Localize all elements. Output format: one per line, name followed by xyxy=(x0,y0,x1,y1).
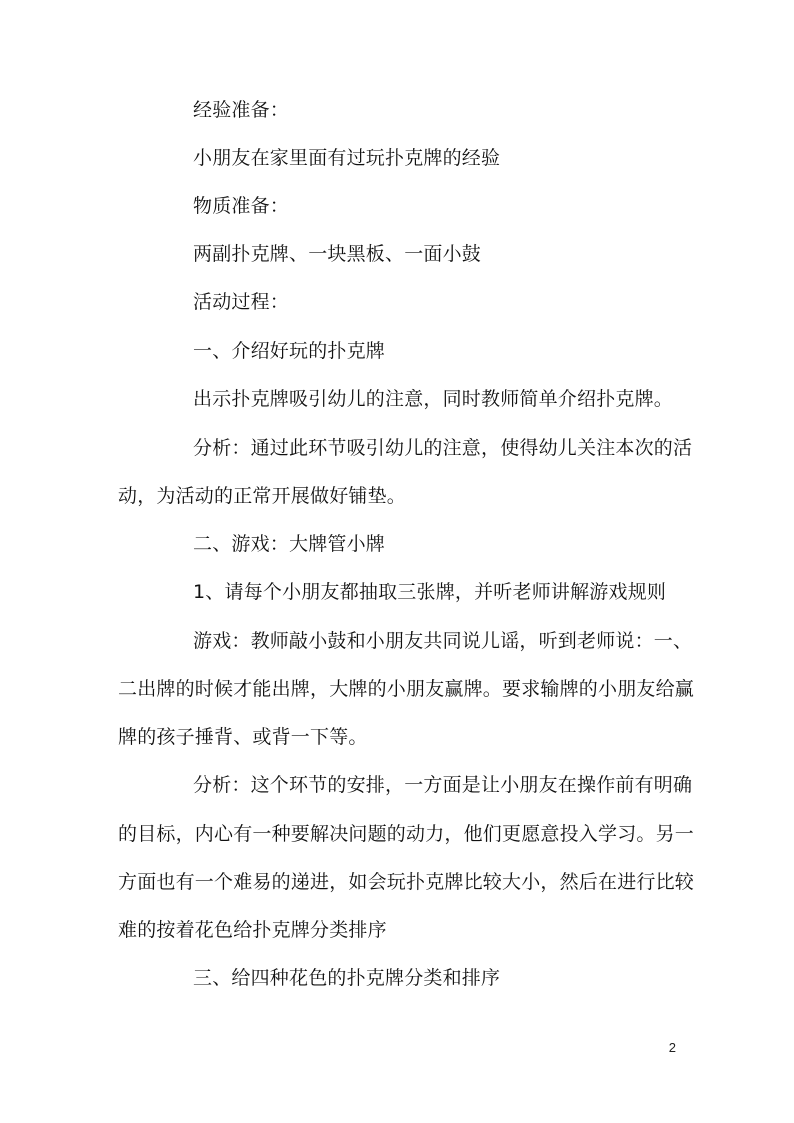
section-heading-3: 三、给四种花色的扑克牌分类和排序 xyxy=(193,967,501,989)
game-line-2: 二出牌的时候才能出牌，大牌的小朋友赢牌。要求输牌的小朋友给赢 xyxy=(118,678,695,700)
paragraph-intro: 出示扑克牌吸引幼儿的注意，同时教师简单介绍扑克牌。 xyxy=(193,388,674,410)
analysis-2-line-4: 难的按着花色给扑克牌分类排序 xyxy=(118,919,387,941)
section-heading-1: 一、介绍好玩的扑克牌 xyxy=(193,340,386,362)
heading-activity-process: 活动过程： xyxy=(193,291,290,313)
game-line-1: 游戏：教师敲小鼓和小朋友共同说儿谣，听到老师说：一、 xyxy=(193,630,693,652)
section-heading-2: 二、游戏：大牌管小牌 xyxy=(193,533,386,555)
heading-experience-prep: 经验准备： xyxy=(193,99,290,121)
analysis-2-line-2: 的目标，内心有一种要解决问题的动力，他们更愿意投入学习。另一 xyxy=(118,823,695,845)
analysis-1-line-1: 分析：通过此环节吸引幼儿的注意，使得幼儿关注本次的活 xyxy=(193,437,693,459)
heading-material-prep: 物质准备： xyxy=(193,195,290,217)
analysis-2-line-1: 分析：这个环节的安排，一方面是让小朋友在操作前有明确 xyxy=(193,774,693,796)
paragraph-materials: 两副扑克牌、一块黑板、一面小鼓 xyxy=(193,243,482,265)
paragraph-experience: 小朋友在家里面有过玩扑克牌的经验 xyxy=(193,147,501,169)
step-1: 1、请每个小朋友都抽取三张牌，并听老师讲解游戏规则 xyxy=(193,581,667,603)
page-number: 2 xyxy=(668,1040,676,1055)
analysis-2-line-3: 方面也有一个难易的递进，如会玩扑克牌比较大小，然后在进行比较 xyxy=(118,871,695,893)
analysis-1-line-2: 动，为活动的正常开展做好铺垫。 xyxy=(118,485,407,507)
game-line-3: 牌的孩子捶背、或背一下等。 xyxy=(118,726,368,748)
